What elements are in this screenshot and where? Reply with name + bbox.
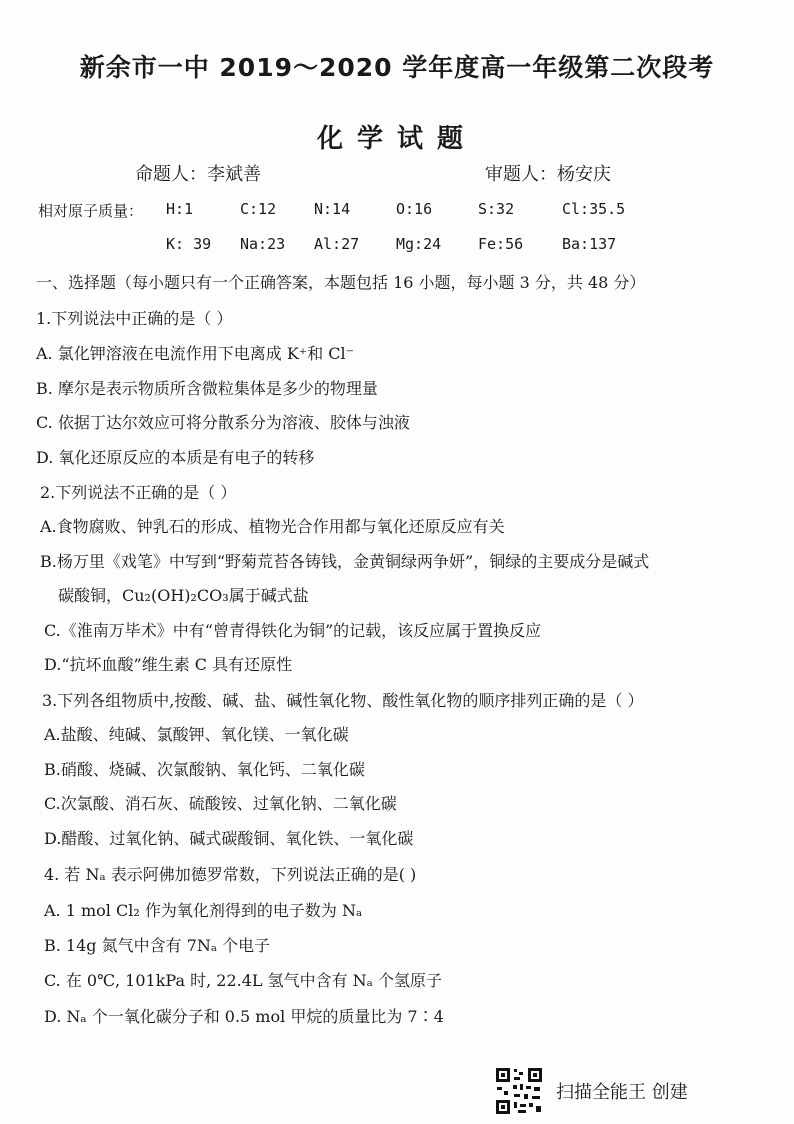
question-option: C. 依据丁达尔效应可将分散系分为溶液、胶体与浊液 [36, 413, 410, 432]
question-stem: 4. 若 Nₐ 表示阿佛加德罗常数，下列说法正确的是( ) [44, 865, 417, 884]
atomic-mass-item: K: 39 [166, 235, 212, 253]
question-option: C.《淮南万毕术》中有“曾青得铁化为铜”的记载，该反应属于置换反应 [44, 621, 542, 640]
atomic-mass-item: Al:27 [314, 235, 360, 253]
question-option: A.盐酸、纯碱、氯酸钾、氧化镁、一氧化碳 [44, 725, 349, 744]
question-option: D.“抗坏血酸”维生素 C 具有还原性 [44, 655, 293, 674]
atomic-mass-label: 相对原子质量： [38, 202, 144, 220]
atomic-mass-item: N:14 [314, 200, 351, 218]
atomic-mass-item: O:16 [396, 200, 433, 218]
question-option: C. 在 0℃, 101kPa 时, 22.4L 氢气中含有 Nₐ 个氢原子 [44, 971, 442, 990]
question-stem: 3.下列各组物质中,按酸、碱、盐、碱性氧化物、酸性氧化物的顺序排列正确的是（ ） [42, 691, 644, 710]
atomic-mass-item: H:1 [166, 200, 194, 218]
question-option: D. 氧化还原反应的本质是有电子的转移 [36, 448, 315, 467]
scan-caption: 扫描全能王 创建 [556, 1082, 688, 1103]
question-option: D.醋酸、过氧化钠、碱式碳酸铜、氧化铁、一氧化碳 [44, 829, 414, 848]
reviewer: 审题人：杨安庆 [485, 164, 611, 185]
question-option: A.食物腐败、钟乳石的形成、植物光合作用都与氧化还原反应有关 [40, 517, 505, 536]
scan-watermark [494, 1066, 704, 1116]
question-option: B.硝酸、烧碱、次氯酸钠、氧化钙、二氧化碳 [44, 760, 365, 779]
question-option: B. 14g 氮气中含有 7Nₐ 个电子 [44, 936, 271, 955]
question-stem: 1.下列说法中正确的是（ ） [36, 309, 233, 328]
atomic-mass-item: Na:23 [240, 235, 286, 253]
atomic-mass-item: Mg:24 [396, 235, 442, 253]
exam-title: 新余市一中 2019～2020 学年度高一年级第二次段考 [79, 53, 715, 82]
question-author: 命题人：李斌善 [135, 164, 261, 185]
atomic-mass-item: Cl:35.5 [562, 200, 626, 218]
question-option: B.杨万里《戏笔》中写到“野菊荒苔各铸钱，金黄铜绿两争妍”，铜绿的主要成分是碱式 [40, 552, 650, 571]
atomic-mass-item: Fe:56 [478, 235, 524, 253]
atomic-mass-item: Ba:137 [562, 235, 617, 253]
subject-title: 化学试题 [316, 124, 477, 154]
question-option: A. 1 mol Cl₂ 作为氧化剂得到的电子数为 Nₐ [44, 901, 363, 920]
section-heading: 一、选择题（每小题只有一个正确答案，本题包括 16 小题，每小题 3 分，共 48 分） [36, 273, 646, 292]
atomic-mass-item: S:32 [478, 200, 515, 218]
question-option: A. 氯化钾溶液在电流作用下电离成 K⁺和 Cl⁻ [36, 344, 355, 363]
question-option: C.次氯酸、消石灰、硫酸铵、过氧化钠、二氧化碳 [44, 794, 397, 813]
question-option: B. 摩尔是表示物质所含微粒集体是多少的物理量 [36, 379, 378, 398]
question-stem: 2.下列说法不正确的是（ ） [40, 483, 237, 502]
question-option: D. Nₐ 个一氧化碳分子和 0.5 mol 甲烷的质量比为 7∶4 [44, 1007, 444, 1026]
question-option-continued: 碳酸铜，Cu₂(OH)₂CO₃属于碱式盐 [58, 586, 309, 605]
qr-code-icon [494, 1066, 544, 1116]
atomic-mass-item: C:12 [240, 200, 277, 218]
